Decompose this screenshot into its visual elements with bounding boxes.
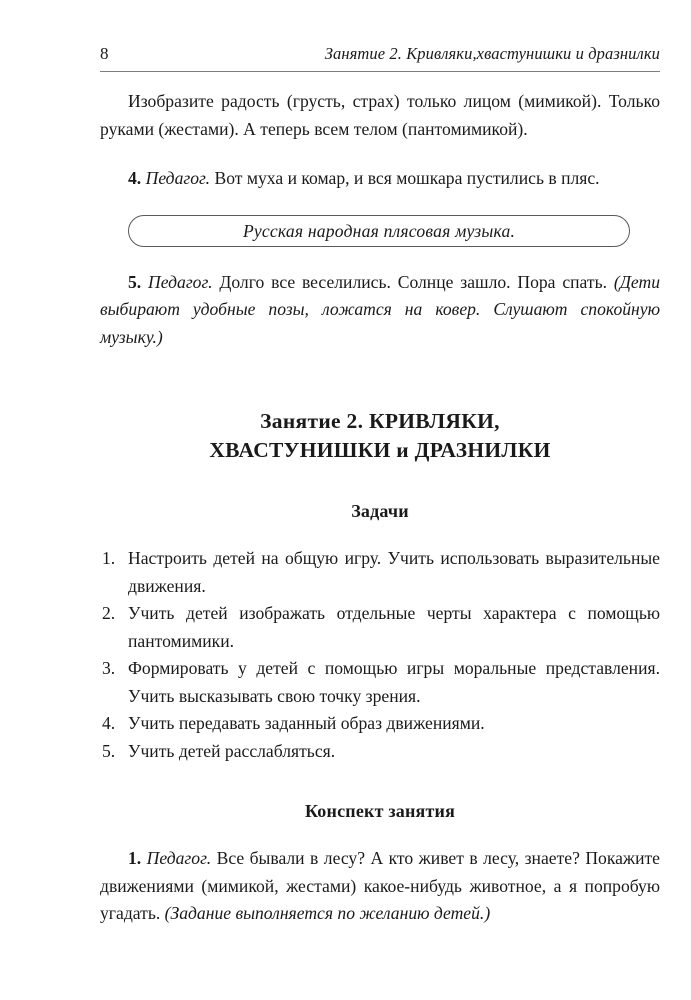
tasks-list — [100, 545, 660, 765]
list-item-text: Настроить детей на общую игру. Учить использовать выразительные движения. — [128, 548, 660, 596]
item-number: 5. — [128, 271, 142, 292]
list-item-text: Учить детей изображать отдельные черты характера с помощью пантомимики. — [128, 603, 660, 651]
dialogue-item-1 — [100, 845, 660, 928]
chapter-title-line-2: ХВАСТУНИШКИ и ДРАЗНИЛКИ — [209, 438, 551, 462]
spacer — [100, 143, 660, 165]
spacer — [100, 765, 660, 799]
list-item — [100, 710, 660, 738]
list-item-text: Формировать у детей с помощью игры моральные представления. Учить высказывать свою точку зрения. — [128, 658, 660, 706]
list-marker: 3. — [102, 658, 116, 678]
dialogue-item-5 — [100, 269, 660, 352]
list-item — [100, 600, 660, 655]
music-cue-box — [128, 215, 630, 247]
spacer — [100, 351, 660, 385]
intro-paragraph: Изобразите радость (грусть, страх) только лицом (мимикой). Только руками (жестами). А теперь всем телом (пантомимикой). — [100, 91, 660, 139]
dialogue-item-4 — [100, 165, 660, 193]
item-text: Вот муха и комар, и вся мошкара пустились в пляс. — [214, 168, 600, 188]
item-text: Долго все веселились. Солнце зашло. Пора спать. — [219, 271, 608, 292]
list-item — [100, 655, 660, 710]
header-divider — [100, 71, 660, 72]
music-cue-text: Русская народная плясовая музыка. — [242, 220, 516, 241]
list-marker: 2. — [102, 603, 116, 623]
spacer — [100, 465, 660, 499]
speaker-label: Педагог. — [146, 848, 212, 868]
chapter-title — [100, 407, 660, 465]
speaker-label: Педагог. — [145, 168, 211, 188]
item-number: 1. — [128, 848, 142, 868]
list-item — [100, 545, 660, 600]
list-item — [100, 738, 660, 766]
list-marker: 1. — [102, 548, 116, 568]
page-content — [100, 88, 660, 928]
page-header — [100, 44, 660, 70]
spacer — [100, 385, 660, 407]
chapter-title-line-1: Занятие 2. КРИВЛЯКИ, — [260, 409, 500, 433]
running-head-title: Занятие 2. Кривляки,хвастунишки и дразнилки — [324, 44, 660, 63]
list-marker: 5. — [102, 740, 116, 761]
item-number: 4. — [128, 168, 142, 188]
list-item-text: Учить детей расслабляться. — [128, 740, 336, 761]
speaker-label: Педагог. — [148, 271, 213, 292]
spacer — [100, 523, 660, 545]
page-number: 8 — [100, 44, 109, 63]
spacer — [100, 247, 660, 269]
stage-direction: (Дети выбирают удобные позы, ложатся на ковер. Слушают спокойную музыку.) — [100, 271, 660, 347]
list-item-text: Учить передавать заданный образ движениями. — [128, 713, 485, 733]
stage-direction: (Задание выполняется по желанию детей.) — [164, 903, 491, 923]
item-text: Все бывали в лесу? А кто живет в лесу, знаете? Покажите движениями (мимикой, жестами) какое-нибудь животное, а я попробую угадать. — [100, 848, 660, 923]
spacer — [100, 823, 660, 845]
tasks-heading: Задачи — [351, 501, 409, 521]
list-marker: 4. — [102, 713, 116, 733]
spacer — [100, 193, 660, 215]
callout-container — [100, 215, 660, 247]
summary-heading: Конспект занятия — [304, 801, 456, 821]
